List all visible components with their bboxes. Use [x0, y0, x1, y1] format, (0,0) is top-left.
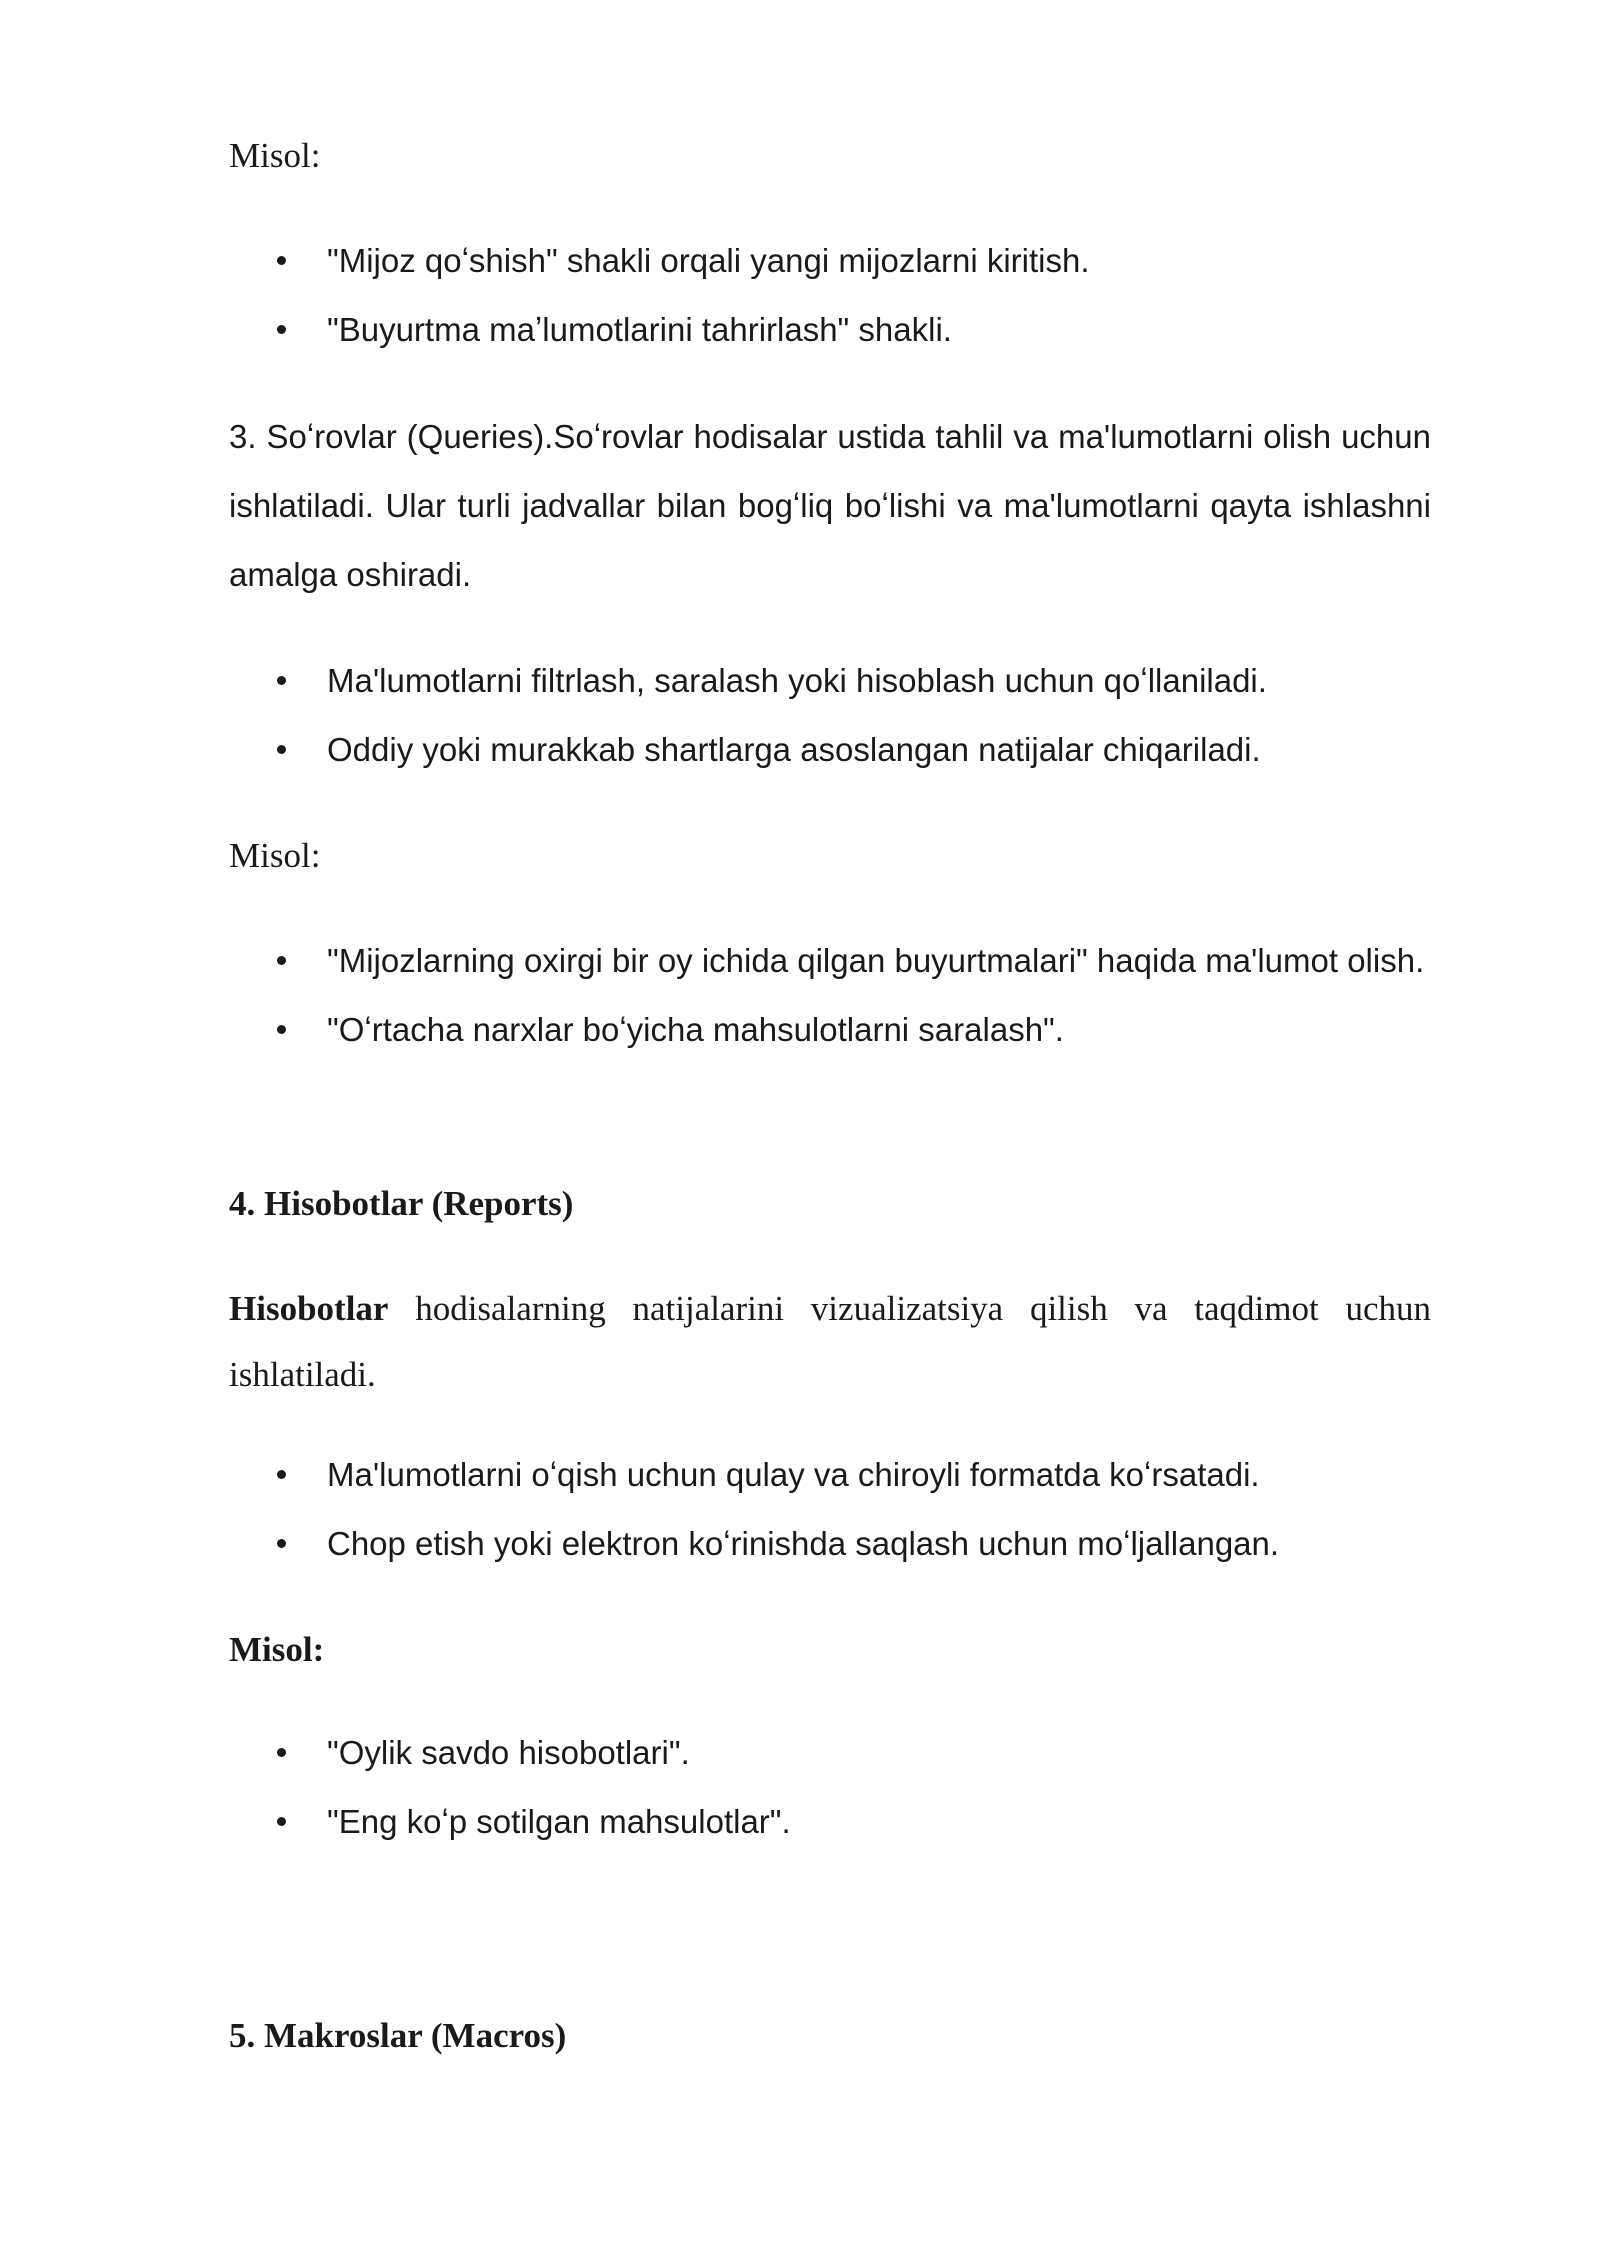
forms-examples-list: [229, 226, 1431, 364]
list-item: "Eng koʻp sotilgan mahsulotlar".: [229, 1787, 1431, 1856]
bullet-icon: [277, 256, 286, 265]
list-item: Oddiy yoki murakkab shartlarga asoslangan natijalar chiqariladi.: [229, 715, 1431, 784]
reports-intro-paragraph: Hisobotlar hodisalarning natijalarini vizualizatsiya qilish va taqdimot uchun ishlatiladi.: [229, 1289, 1431, 1394]
queries-bullets-list: [229, 646, 1431, 784]
example-label: Misol:: [229, 136, 321, 175]
bullet-icon: [277, 1025, 286, 1034]
reports-examples-list: [229, 1718, 1431, 1856]
list-item: "Mijozlarning oxirgi bir oy ichida qilgan buyurtmalari" haqida ma'lumot olish.: [229, 926, 1431, 995]
list-item: "Buyurtma maʼlumotlarini tahrirlash" shakli.: [229, 295, 1431, 364]
bullet-icon: [277, 1817, 286, 1826]
bullet-icon: [277, 745, 286, 754]
list-item: "Oylik savdo hisobotlari".: [229, 1718, 1431, 1787]
section-heading-reports: 4. Hisobotlar (Reports): [229, 1184, 574, 1223]
bullet-icon: [277, 1748, 286, 1757]
list-item: Chop etish yoki elektron koʻrinishda saqlash uchun moʻljallangan.: [229, 1509, 1431, 1578]
bullet-icon: [277, 1470, 286, 1479]
bullet-icon: [277, 325, 286, 334]
list-item: Ma'lumotlarni oʻqish uchun qulay va chiroyli formatda koʻrsatadi.: [229, 1440, 1431, 1509]
section-heading-macros: 5. Makroslar (Macros): [229, 2016, 567, 2055]
list-item: "Oʻrtacha narxlar boʻyicha mahsulotlarni saralash".: [229, 995, 1431, 1064]
bullet-icon: [277, 956, 286, 965]
reports-bullets-list: [229, 1440, 1431, 1578]
bullet-icon: [277, 1539, 286, 1548]
bullet-icon: [277, 676, 286, 685]
queries-intro-paragraph: 3. Soʻrovlar (Queries).Soʻrovlar hodisalar ustida tahlil va ma'lumotlarni olish uchun ishlatiladi. Ular turli jadvallar bilan bogʻliq boʻlishi va ma'lumotlarni qayta ishlashni amalga oshiradi.: [229, 418, 1431, 593]
queries-examples-list: [229, 926, 1431, 1064]
list-item: "Mijoz qoʻshish" shakli orqali yangi mijozlarni kiritish.: [229, 226, 1431, 295]
example-label-bold: Misol:: [229, 1630, 325, 1669]
example-label: Misol:: [229, 836, 321, 875]
bold-term: Hisobotlar: [229, 1289, 389, 1328]
list-item: Ma'lumotlarni filtrlash, saralash yoki hisoblash uchun qoʻllaniladi.: [229, 646, 1431, 715]
